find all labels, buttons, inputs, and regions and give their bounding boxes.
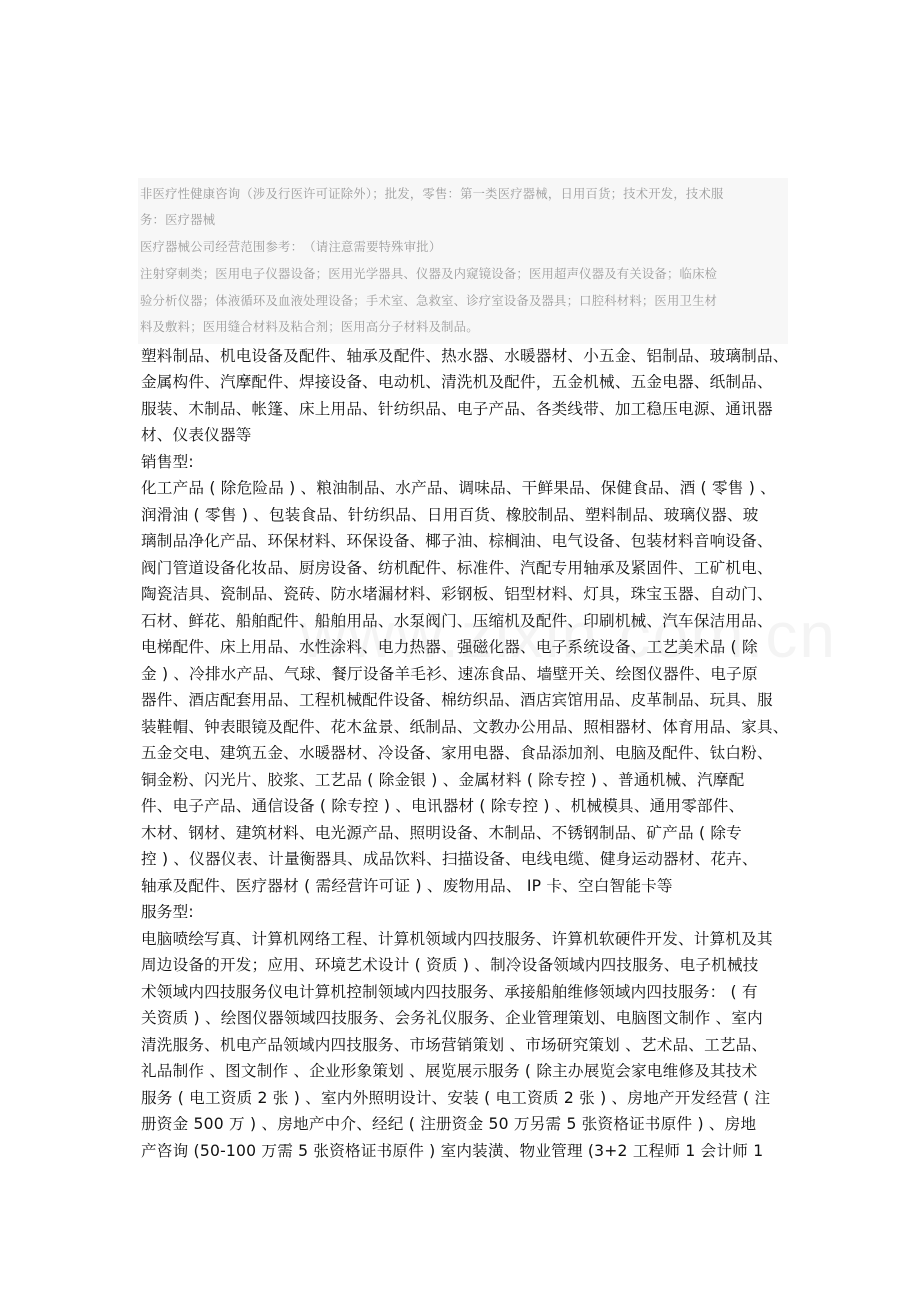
body-line: 礼品制作 、图文制作 、企业形象策划 、展览展示服务 ( 除主办展览会家电维修及其技术: [141, 1062, 758, 1080]
note-line: 非医疗性健康咨询（涉及行医许可证除外）；批发，零售：第一类医疗器械，日用百货；技术开发，技术服: [140, 187, 724, 201]
body-line: 电脑喷绘写真、计算机网络工程、计算机领域内四技服务、许算机软硬件开发、计算机及其: [141, 930, 773, 948]
body-line: 件、电子产品、通信设备 ( 除专控 ) 、电讯器材 ( 除专控 ) 、机械模具、通用零部件、: [141, 797, 745, 815]
body-line: 电梯配件、床上用品、水性涂料、电力热器、强磁化器、电子系统设备、工艺美术品 ( 除: [141, 638, 758, 656]
body-line: 服装、木制品、帐篷、床上用品、针纺织品、电子产品、各类线带、加工稳压电源、通讯器: [141, 400, 773, 418]
note-line: 务：医疗器械: [140, 213, 216, 227]
body-line: 服务 ( 电工资质 2 张 ) 、室内外照明设计、安装 ( 电工资质 2 张 ) 、房地产开发经营 ( 注: [141, 1089, 771, 1107]
body-line: 关资质 ) 、绘图仪器领域四技服务、会务礼仪服务、企业管理策划、电脑图文制作 、室内: [141, 1009, 763, 1027]
body-line: 册资金 500 万 ) 、房地产中介、经纪 ( 注册资金 50 万另需 5 张资格证书原件 ) 、房地: [141, 1115, 757, 1133]
note-line: 料及敷料；医用缝合材料及粘合剂；医用高分子材料及制品。: [140, 320, 479, 334]
body-line: 器件、酒店配套用品、工程机械配件设备、棉纺织品、酒店宾馆用品、皮革制品、玩具、服: [141, 691, 773, 709]
body-line: 五金交电、建筑五金、水暖器材、冷设备、家用电器、食品添加剂、电脑及配件、钛白粉、: [141, 744, 773, 762]
body-line: 控 ) 、仪器仪表、计量衡器具、成品饮料、扫描设备、电线电缆、健身运动器材、花卉、: [141, 850, 758, 868]
body-line: 石材、鲜花、船舶配件、船舶用品、水泵阀门、压缩机及配件、印刷机械、汽车保洁用品、: [141, 612, 773, 630]
body-line: 轴承及配件、医疗器材 ( 需经营许可证 ) 、废物用品、 IP 卡、空白智能卡等: [141, 877, 673, 895]
note-line: 注射穿刺类；医用电子仪器设备；医用光学器具、仪器及内窥镜设备；医用超声仪器及有关设备；临床检: [140, 267, 718, 281]
section-heading-service: 服务型:: [141, 903, 194, 921]
body-line: 木材、钢材、建筑材料、电光源产品、照明设备、木制品、不锈钢制品、矿产品 ( 除专: [141, 824, 742, 842]
body-line: 装鞋帽、钟表眼镜及配件、花木盆景、纸制品、文教办公用品、照相器材、体育用品、家具、: [141, 718, 789, 736]
body-line: 璃制品净化产品、环保材料、环保设备、椰子油、棕榈油、电气设备、包装材料音响设备、: [141, 532, 773, 550]
body-line: 润滑油 ( 零售 ) 、包装食品、针纺织品、日用百货、橡胶制品、塑料制品、玻璃仪器、玻: [141, 506, 759, 524]
body-line: 陶瓷洁具、瓷制品、瓷砖、防水堵漏材料、彩钢板、铝型材料、灯具，珠宝玉器、自动门、: [141, 585, 773, 603]
body-line: 塑料制品、机电设备及配件、轴承及配件、热水器、水暖器材、小五金、铝制品、玻璃制品、: [141, 347, 789, 365]
watermark: [300, 598, 837, 672]
section-heading-sales: 销售型:: [141, 453, 194, 471]
note-line: 验分析仪器；体液循环及血液处理设备；手术室、急救室、诊疗室设备及器具；口腔科材料；医用卫生材: [140, 294, 718, 308]
body-line: 金 ) 、冷排水产品、气球、餐厅设备羊毛衫、速冻食品、墙壁开关、绘图仪器件、电子原: [141, 665, 758, 683]
body-line: 产咨询 (50-100 万需 5 张资格证书原件 ) 室内装潢、物业管理 (3+2 工程师 1 会计师 1: [141, 1142, 764, 1160]
note-heading: 医疗器械公司经营范围参考： （请注意需要特殊审批）: [140, 240, 442, 254]
body-line: 阀门管道设备化妆品、厨房设备、纺机配件、标准件、汽配专用轴承及紧固件、工矿机电、: [141, 559, 773, 577]
body-line: 金属构件、汽摩配件、焊接设备、电动机、清洗机及配件，五金机械、五金电器、纸制品、: [141, 373, 773, 391]
body-line: 铜金粉、闪光片、胶浆、工艺品 ( 除金银 ) 、金属材料 ( 除专控 ) 、普通机械、汽摩配: [141, 771, 745, 789]
body-line: 周边设备的开发；应用、环境艺术设计 ( 资质 ) 、制冷设备领域内四技服务、电子机械技: [141, 956, 759, 974]
body-line: 术领域内四技服务仪电计算机控制领域内四技服务、承接船舶维修领域内四技服务： ( 有: [141, 983, 758, 1001]
body-line: 清洗服务、机电产品领域内四技服务、市场营销策划 、市场研究策划 、艺术品、工艺品、: [141, 1036, 768, 1054]
body-line: 化工产品 ( 除危险品 ) 、粮油制品、水产品、调味品、干鲜果品、保健食品、酒 ( 零售 ) 、: [141, 479, 776, 497]
body-line: 材、仪表仪器等: [141, 426, 252, 444]
